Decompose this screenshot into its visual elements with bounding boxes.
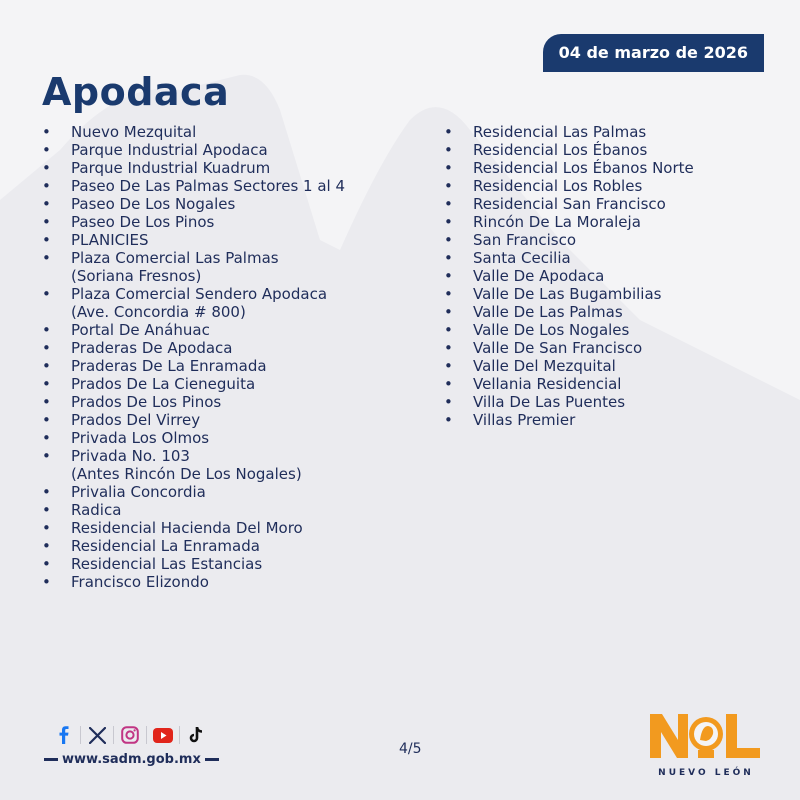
list-item: • Vellania Residencial <box>444 375 774 393</box>
list-item: • Residencial Hacienda Del Moro <box>42 519 392 537</box>
nuevo-leon-logo <box>648 710 764 778</box>
list-item: • Parque Industrial Apodaca <box>42 141 392 159</box>
list-item: • Prados Del Virrey <box>42 411 392 429</box>
divider <box>44 758 58 761</box>
list-item: • Villas Premier <box>444 411 774 429</box>
page-indicator: 4/5 <box>399 741 422 757</box>
list-item: • Valle De Los Nogales <box>444 321 774 339</box>
social-links <box>53 724 207 746</box>
list-item: • Parque Industrial Kuadrum <box>42 159 392 177</box>
list-item: • Praderas De La Enramada <box>42 357 392 375</box>
list-item: • Privada No. 103 (Antes Rincón De Los Nogales) <box>42 447 392 483</box>
list-item: • Residencial Los Robles <box>444 177 774 195</box>
list-item: • Prados De Los Pinos <box>42 393 392 411</box>
list-item: • Valle De Apodaca <box>444 267 774 285</box>
list-item: • PLANICIES <box>42 231 392 249</box>
divider <box>80 726 81 744</box>
list-item: • Residencial La Enramada <box>42 537 392 555</box>
list-item: • Privalia Concordia <box>42 483 392 501</box>
list-item: • Residencial Los Ébanos Norte <box>444 159 774 177</box>
logo-subtitle: NUEVO LEÓN <box>658 768 754 778</box>
list-item: • Valle De Las Palmas <box>444 303 774 321</box>
list-item: • Residencial Las Palmas <box>444 123 774 141</box>
list-item: • Paseo De Las Palmas Sectores 1 al 4 <box>42 177 392 195</box>
list-item: • Nuevo Mezquital <box>42 123 392 141</box>
facebook-icon[interactable] <box>53 724 75 746</box>
logo-mark <box>648 710 764 762</box>
list-item: • Valle De San Francisco <box>444 339 774 357</box>
list-item: • Santa Cecilia <box>444 249 774 267</box>
youtube-icon[interactable] <box>152 724 174 746</box>
tiktok-icon[interactable] <box>185 724 207 746</box>
website-url[interactable]: www.sadm.gob.mx <box>62 752 201 767</box>
x-icon[interactable] <box>86 724 108 746</box>
list-item: • Valle Del Mezquital <box>444 357 774 375</box>
list-item: • Praderas De Apodaca <box>42 339 392 357</box>
list-item: • Rincón De La Moraleja <box>444 213 774 231</box>
instagram-icon[interactable] <box>119 724 141 746</box>
list-item: • Prados De La Cieneguita <box>42 375 392 393</box>
divider <box>113 726 114 744</box>
page-title: Apodaca <box>42 70 230 114</box>
list-item: • Paseo De Los Pinos <box>42 213 392 231</box>
list-item: • Residencial Los Ébanos <box>444 141 774 159</box>
list-item: • Paseo De Los Nogales <box>42 195 392 213</box>
list-item: • Radica <box>42 501 392 519</box>
list-item: • Plaza Comercial Las Palmas (Soriana Fresnos) <box>42 249 392 285</box>
neighborhood-list-left <box>42 123 392 591</box>
date-badge: 04 de marzo de 2026 <box>543 34 764 72</box>
list-item: • Residencial San Francisco <box>444 195 774 213</box>
list-item: • Residencial Las Estancias <box>42 555 392 573</box>
list-item: • Valle De Las Bugambilias <box>444 285 774 303</box>
divider <box>179 726 180 744</box>
list-item: • Plaza Comercial Sendero Apodaca (Ave. Concordia # 800) <box>42 285 392 321</box>
list-item: • Privada Los Olmos <box>42 429 392 447</box>
divider <box>146 726 147 744</box>
divider <box>205 758 219 761</box>
list-item: • Portal De Anáhuac <box>42 321 392 339</box>
website-link[interactable] <box>40 752 223 767</box>
neighborhood-list-right <box>444 123 774 429</box>
list-item: • Villa De Las Puentes <box>444 393 774 411</box>
list-item: • Francisco Elizondo <box>42 573 392 591</box>
list-item: • San Francisco <box>444 231 774 249</box>
